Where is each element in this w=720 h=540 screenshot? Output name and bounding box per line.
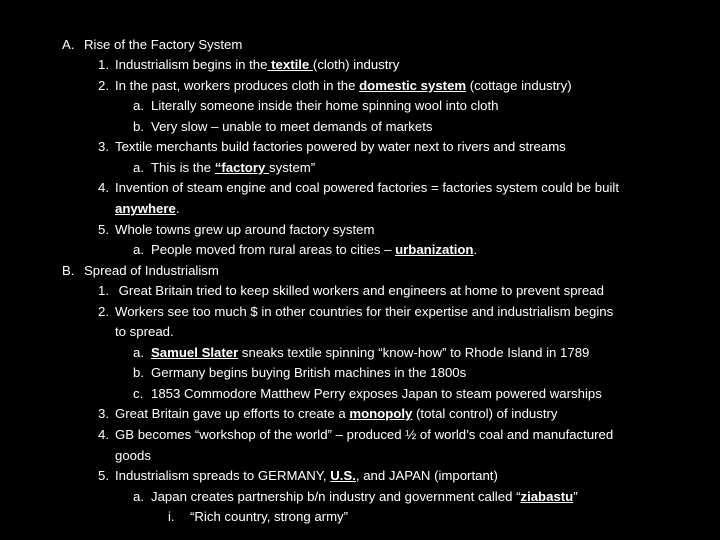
item-marker: a. [133, 489, 144, 504]
item-marker: a. [133, 242, 144, 257]
section-a-heading [62, 35, 242, 55]
list-item: b. Germany begins buying British machines in the 1800s [133, 363, 466, 383]
list-item-continuation: to spread. [115, 324, 174, 339]
item-marker: 5. [98, 468, 109, 483]
item-marker: 3. [98, 406, 109, 421]
key-term: anywhere [115, 201, 176, 216]
list-item: 4. Invention of steam engine and coal powered factories = factories system could be built [98, 178, 619, 198]
item-marker: c. [133, 386, 144, 401]
list-item: b. Very slow – unable to meet demands of markets [133, 117, 432, 137]
list-item: a. Japan creates partnership b/n industry and government called “ziabastu” [133, 487, 578, 507]
section-title: Spread of Industrialism [84, 263, 219, 278]
key-term: ziabastu [520, 489, 574, 504]
item-marker: 5. [98, 222, 109, 237]
list-item-continuation: goods [115, 448, 151, 463]
list-item: 5. Industrialism spreads to GERMANY, U.S., and JAPAN (important) [98, 466, 498, 486]
key-term: “factory [214, 160, 269, 175]
list-item: 5. Whole towns grew up around factory system [98, 220, 374, 240]
list-item: 2. Workers see too much $ in other countries for their expertise and industrialism begins [98, 302, 613, 322]
item-marker: 3. [98, 139, 109, 154]
key-term: textile [267, 57, 313, 72]
item-marker: b. [133, 365, 144, 380]
key-term: U.S. [330, 468, 356, 483]
item-marker: 4. [98, 180, 109, 195]
key-term: Samuel Slater [151, 345, 239, 360]
item-marker: 2. [98, 304, 109, 319]
item-marker: 4. [98, 427, 109, 442]
list-item: c. 1853 Commodore Matthew Perry exposes Japan to steam powered warships [133, 384, 602, 404]
list-item: i. “Rich country, strong army” [168, 507, 348, 527]
section-marker: A. [62, 37, 75, 52]
section-title: Rise of the Factory System [84, 37, 243, 52]
list-item: a. Samuel Slater sneaks textile spinning “know-how” to Rhode Island in 1789 [133, 343, 589, 363]
list-item: 4. GB becomes “workshop of the world” – produced ½ of world’s coal and manufactured [98, 425, 613, 445]
item-marker: b. [133, 119, 144, 134]
item-marker: a. [133, 345, 144, 360]
list-item: a. Literally someone inside their home spinning wool into cloth [133, 96, 498, 116]
item-marker: a. [133, 160, 144, 175]
list-item: a. This is the “factory system” [133, 158, 315, 178]
key-term: urbanization [395, 242, 474, 257]
key-term: domestic system [359, 78, 467, 93]
list-item: 2. In the past, workers produces cloth in the domestic system (cottage industry) [98, 76, 572, 96]
list-item: a. People moved from rural areas to cities – urbanization. [133, 240, 477, 260]
list-item: 1. Industrialism begins in the textile (cloth) industry [98, 55, 399, 75]
item-marker: i. [168, 509, 175, 524]
list-item: 3. Textile merchants build factories powered by water next to rivers and streams [98, 137, 566, 157]
item-marker: 1. [98, 283, 109, 298]
section-marker: B. [62, 263, 75, 278]
key-term: monopoly [349, 406, 413, 421]
section-b-heading [62, 261, 219, 281]
item-marker: a. [133, 98, 144, 113]
list-item-continuation: anywhere. [115, 201, 180, 216]
item-marker: 2. [98, 78, 109, 93]
list-item: 1. Great Britain tried to keep skilled workers and engineers at home to prevent spread [98, 281, 604, 301]
list-item: 3. Great Britain gave up efforts to create a monopoly (total control) of industry [98, 404, 557, 424]
item-marker: 1. [98, 57, 109, 72]
